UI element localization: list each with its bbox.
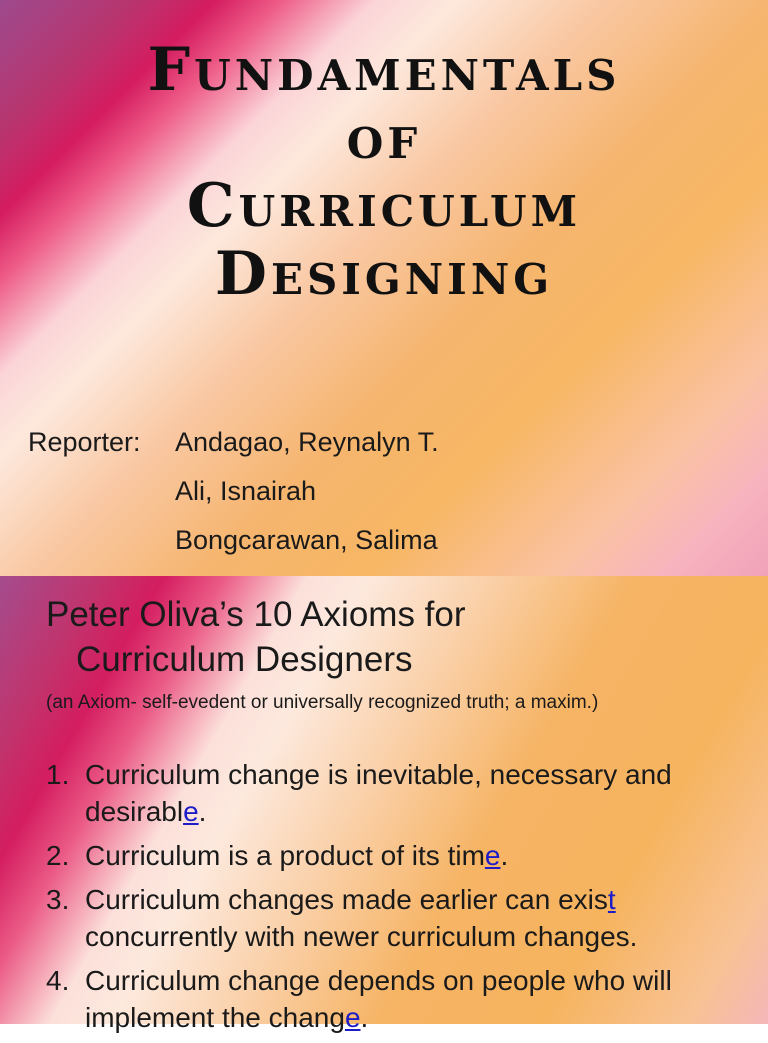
hyperlink[interactable]: e — [183, 796, 199, 827]
list-number: 2. — [46, 840, 70, 871]
title-line: Designing — [214, 239, 554, 309]
hyperlink[interactable]: e — [484, 840, 501, 871]
slide-heading — [46, 592, 466, 682]
list-item — [46, 962, 756, 1036]
title-line: Curriculum — [186, 171, 582, 241]
reporter-label: Reporter: — [28, 427, 141, 457]
list-item — [46, 881, 756, 955]
list-text: Curriculum change depends on people who will implement the change. — [85, 965, 672, 1033]
list-text: Curriculum is a product of its time. — [85, 840, 509, 871]
list-number: 3. — [46, 884, 70, 915]
list-item — [46, 756, 756, 830]
axiom-list — [46, 756, 756, 1043]
list-text: Curriculum changes made earlier can exist concurrently with newer curriculum changes. — [85, 884, 638, 952]
title-line: of — [346, 103, 422, 173]
hyperlink[interactable]: t — [607, 884, 616, 915]
reporter-name: Bongcarawan, Salima — [175, 525, 438, 555]
title-line: Fundamentals — [147, 35, 621, 105]
reporter-name: Ali, Isnairah — [175, 476, 317, 506]
reporter-name: Andagao, Reynalyn T. — [175, 427, 439, 457]
reporter-block — [28, 418, 439, 565]
slide-subtitle: (an Axiom- self-evedent or universally recognized truth; a maxim.) — [46, 692, 599, 713]
slide-title — [0, 36, 768, 308]
list-item — [46, 837, 756, 874]
list-number: 1. — [46, 759, 70, 790]
heading-line: Peter Oliva’s 10 Axioms for — [46, 595, 466, 634]
heading-line: Curriculum Designers — [76, 640, 413, 679]
list-number: 4. — [46, 965, 70, 996]
list-text: Curriculum change is inevitable, necessary and desirable. — [85, 759, 672, 827]
hyperlink[interactable]: e — [344, 1002, 361, 1033]
